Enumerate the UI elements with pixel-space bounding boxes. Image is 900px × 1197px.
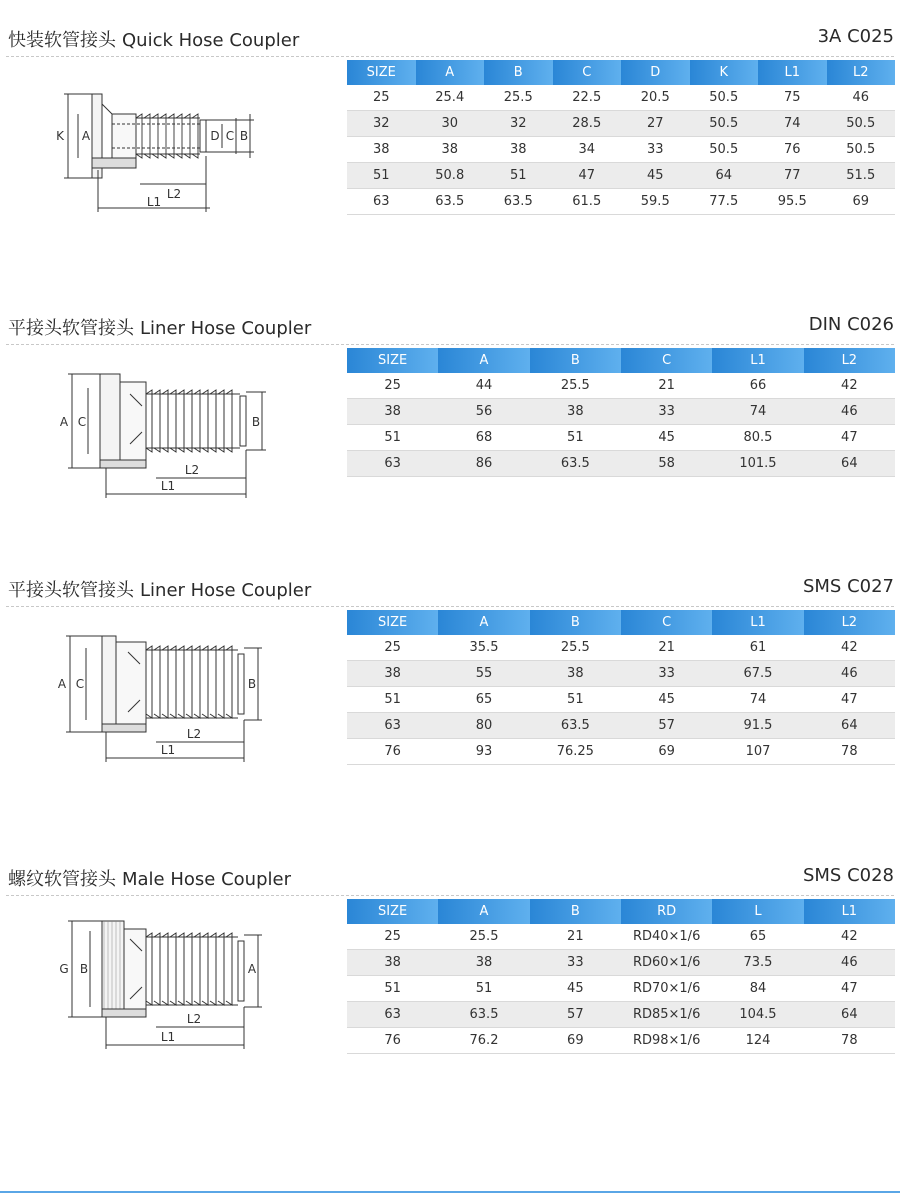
cell: 21 (530, 924, 621, 950)
label-k: K (56, 129, 64, 143)
header-c: C (621, 610, 712, 635)
cell: 76 (347, 1028, 438, 1054)
cell: 69 (827, 189, 896, 215)
header-size: SIZE (347, 60, 416, 85)
cell: RD85×1/6 (621, 1002, 712, 1028)
liner-coupler-din-diagram (50, 346, 300, 506)
table-row (347, 1002, 895, 1028)
label-l1: L1 (160, 743, 176, 757)
header-a: A (438, 610, 529, 635)
cell: 63.5 (484, 189, 553, 215)
cell: RD70×1/6 (621, 976, 712, 1002)
header-size: SIZE (347, 610, 438, 635)
cell: 65 (438, 687, 529, 713)
cell: 77.5 (690, 189, 759, 215)
cell: 38 (347, 399, 438, 425)
cell: 25.5 (530, 373, 621, 399)
cell: 38 (530, 661, 621, 687)
cell: 21 (621, 373, 712, 399)
cell: 38 (438, 950, 529, 976)
footer-rule (0, 1191, 900, 1193)
cell: 50.5 (827, 111, 896, 137)
label-a: A (59, 415, 69, 429)
cell: 86 (438, 451, 529, 477)
cell: 51 (347, 425, 438, 451)
cell: 38 (347, 661, 438, 687)
header-c: C (553, 60, 622, 85)
cell: 33 (621, 399, 712, 425)
cell: 76 (347, 739, 438, 765)
label-l2: L2 (166, 187, 182, 201)
label-b: B (251, 415, 261, 429)
cell: 61 (712, 635, 803, 661)
table-row (347, 85, 895, 111)
header-l2: L2 (827, 60, 896, 85)
cell: 50.5 (827, 137, 896, 163)
cell: 57 (530, 1002, 621, 1028)
header-size: SIZE (347, 899, 438, 924)
header-b: B (484, 60, 553, 85)
cell: 21 (621, 635, 712, 661)
cell: 45 (530, 976, 621, 1002)
cell: 56 (438, 399, 529, 425)
cell: 67.5 (712, 661, 803, 687)
table-row (347, 635, 895, 661)
table-header-row (347, 899, 895, 924)
cell: 80.5 (712, 425, 803, 451)
section-title (8, 865, 291, 891)
label-l1: L1 (160, 479, 176, 493)
cell: 58 (621, 451, 712, 477)
label-l2: L2 (184, 463, 200, 477)
label-d: D (210, 129, 220, 143)
cell: 34 (553, 137, 622, 163)
table-row (347, 425, 895, 451)
cell: 33 (621, 137, 690, 163)
cell: 124 (712, 1028, 803, 1054)
cell: 63.5 (530, 713, 621, 739)
label-l1: L1 (146, 195, 162, 209)
table-row (347, 189, 895, 215)
cell: 74 (758, 111, 827, 137)
label-l2: L2 (186, 727, 202, 741)
liner-coupler-sms-diagram (50, 608, 300, 768)
cell: 63 (347, 713, 438, 739)
cell: 69 (621, 739, 712, 765)
section-title (8, 26, 299, 52)
label-b: B (247, 677, 257, 691)
cell: 25.5 (530, 635, 621, 661)
cell: 20.5 (621, 85, 690, 111)
label-l1: L1 (160, 1030, 176, 1044)
label-c: C (77, 415, 87, 429)
cell: 51 (347, 163, 416, 189)
cell: 25 (347, 924, 438, 950)
cell: 64 (804, 713, 895, 739)
cell: 80 (438, 713, 529, 739)
table-row (347, 451, 895, 477)
table-row (347, 1028, 895, 1054)
cell: 44 (438, 373, 529, 399)
spec-table (347, 60, 895, 215)
title-chinese: 螺纹软管接头 (8, 869, 116, 890)
cell: 64 (690, 163, 759, 189)
cell: 42 (804, 635, 895, 661)
header-d: D (621, 60, 690, 85)
cell: 69 (530, 1028, 621, 1054)
cell: 76.25 (530, 739, 621, 765)
cell: 46 (827, 85, 896, 111)
cell: 47 (804, 687, 895, 713)
title-chinese: 快装软管接头 (8, 30, 116, 51)
cell: 38 (416, 137, 485, 163)
header-rd: RD (621, 899, 712, 924)
cell: 64 (804, 451, 895, 477)
header-c: C (621, 348, 712, 373)
cell: 45 (621, 687, 712, 713)
cell: 63 (347, 189, 416, 215)
cell: 42 (804, 924, 895, 950)
cell: 91.5 (712, 713, 803, 739)
table-row (347, 373, 895, 399)
header-l2: L2 (804, 348, 895, 373)
cell: 51.5 (827, 163, 896, 189)
table-row (347, 661, 895, 687)
cell: 101.5 (712, 451, 803, 477)
cell: 63.5 (530, 451, 621, 477)
table-row (347, 713, 895, 739)
table-row (347, 163, 895, 189)
header-b: B (530, 899, 621, 924)
cell: 51 (484, 163, 553, 189)
header-b: B (530, 348, 621, 373)
cell: 104.5 (712, 1002, 803, 1028)
table-row (347, 924, 895, 950)
table-row (347, 739, 895, 765)
cell: 38 (347, 950, 438, 976)
product-code: SMS C027 (802, 576, 894, 597)
cell: 55 (438, 661, 529, 687)
cell: 76.2 (438, 1028, 529, 1054)
cell: 38 (530, 399, 621, 425)
header-l1: L1 (758, 60, 827, 85)
label-b: B (79, 962, 89, 976)
header-l1: L1 (712, 610, 803, 635)
label-c: C (75, 677, 85, 691)
cell: 45 (621, 163, 690, 189)
cell: 38 (347, 137, 416, 163)
spec-table (347, 899, 895, 1054)
header-size: SIZE (347, 348, 438, 373)
header-l1: L1 (804, 899, 895, 924)
title-chinese: 平接头软管接头 (8, 580, 134, 601)
product-code: DIN C026 (808, 314, 894, 335)
product-code: SMS C028 (802, 865, 894, 886)
label-a: A (247, 962, 257, 976)
cell: 51 (347, 976, 438, 1002)
divider (6, 606, 894, 607)
cell: 46 (804, 950, 895, 976)
label-l2: L2 (186, 1012, 202, 1026)
cell: 63.5 (416, 189, 485, 215)
cell: 33 (621, 661, 712, 687)
section-title (8, 314, 311, 340)
cell: 38 (484, 137, 553, 163)
header-a: A (438, 348, 529, 373)
title-english: Liner Hose Coupler (140, 318, 312, 339)
cell: 47 (804, 976, 895, 1002)
spec-table (347, 610, 895, 765)
cell: 57 (621, 713, 712, 739)
cell: 30 (416, 111, 485, 137)
cell: RD60×1/6 (621, 950, 712, 976)
cell: 47 (804, 425, 895, 451)
cell: 47 (553, 163, 622, 189)
cell: 77 (758, 163, 827, 189)
cell: 25.5 (484, 85, 553, 111)
label-a: A (81, 129, 91, 143)
table-header-row (347, 348, 895, 373)
divider (6, 344, 894, 345)
cell: 63 (347, 451, 438, 477)
cell: 33 (530, 950, 621, 976)
cell: 84 (712, 976, 803, 1002)
table-header-row (347, 60, 895, 85)
cell: 35.5 (438, 635, 529, 661)
table-row (347, 137, 895, 163)
header-l2: L2 (804, 610, 895, 635)
cell: 78 (804, 1028, 895, 1054)
cell: 93 (438, 739, 529, 765)
cell: 75 (758, 85, 827, 111)
section-title (8, 576, 311, 602)
cell: 63.5 (438, 1002, 529, 1028)
cell: 51 (347, 687, 438, 713)
cell: 50.5 (690, 85, 759, 111)
table-row (347, 950, 895, 976)
cell: 59.5 (621, 189, 690, 215)
cell: RD98×1/6 (621, 1028, 712, 1054)
cell: 63 (347, 1002, 438, 1028)
title-english: Quick Hose Coupler (122, 30, 300, 51)
cell: RD40×1/6 (621, 924, 712, 950)
cell: 73.5 (712, 950, 803, 976)
title-english: Male Hose Coupler (122, 869, 291, 890)
male-coupler-diagram (50, 897, 300, 1057)
cell: 25 (347, 373, 438, 399)
cell: 107 (712, 739, 803, 765)
cell: 51 (530, 687, 621, 713)
header-l: L (712, 899, 803, 924)
table-row (347, 687, 895, 713)
label-a: A (57, 677, 67, 691)
cell: 78 (804, 739, 895, 765)
table-header-row (347, 610, 895, 635)
cell: 27 (621, 111, 690, 137)
cell: 76 (758, 137, 827, 163)
cell: 25.5 (438, 924, 529, 950)
cell: 50.5 (690, 137, 759, 163)
title-chinese: 平接头软管接头 (8, 318, 134, 339)
cell: 32 (484, 111, 553, 137)
table-row (347, 399, 895, 425)
cell: 50.8 (416, 163, 485, 189)
cell: 95.5 (758, 189, 827, 215)
header-b: B (530, 610, 621, 635)
cell: 25 (347, 635, 438, 661)
label-b: B (239, 129, 249, 143)
cell: 74 (712, 687, 803, 713)
cell: 32 (347, 111, 416, 137)
cell: 65 (712, 924, 803, 950)
divider (6, 56, 894, 57)
cell: 51 (438, 976, 529, 1002)
label-c: C (225, 129, 235, 143)
cell: 46 (804, 661, 895, 687)
spec-table (347, 348, 895, 477)
cell: 25 (347, 85, 416, 111)
cell: 50.5 (690, 111, 759, 137)
header-l1: L1 (712, 348, 803, 373)
product-code: 3A C025 (817, 26, 894, 47)
cell: 64 (804, 1002, 895, 1028)
cell: 28.5 (553, 111, 622, 137)
title-english: Liner Hose Coupler (140, 580, 312, 601)
cell: 46 (804, 399, 895, 425)
table-row (347, 976, 895, 1002)
header-a: A (416, 60, 485, 85)
cell: 74 (712, 399, 803, 425)
cell: 22.5 (553, 85, 622, 111)
cell: 66 (712, 373, 803, 399)
header-k: K (690, 60, 759, 85)
cell: 61.5 (553, 189, 622, 215)
cell: 25.4 (416, 85, 485, 111)
cell: 68 (438, 425, 529, 451)
header-a: A (438, 899, 529, 924)
table-row (347, 111, 895, 137)
label-g: G (59, 962, 69, 976)
cell: 45 (621, 425, 712, 451)
cell: 42 (804, 373, 895, 399)
cell: 51 (530, 425, 621, 451)
divider (6, 895, 894, 896)
quick-coupler-diagram (50, 58, 300, 218)
